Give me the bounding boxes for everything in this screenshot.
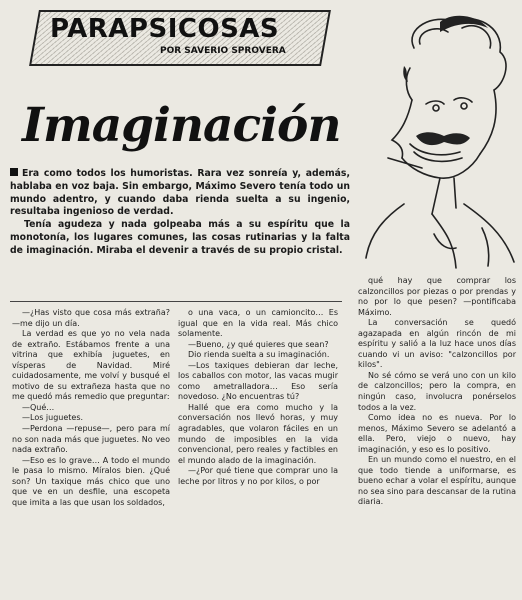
paragraph: No sé cómo se verá uno con un kilo de calzoncillos; pero la compra, en ningún caso, involucra ponérselos todos a la vez.: [358, 370, 516, 412]
paragraph: —Los taxiques debieran dar leche, los caballos con motor, las vacas mugir como ametralladora… Eso sería novedoso. ¿No encuentras tú?: [178, 360, 338, 402]
article-intro: [10, 168, 350, 258]
article-column-2: [178, 308, 338, 487]
paragraph: La verdad es que yo no vela nada de extraño. Estábamos frente a una vitrina que exhibía juguetes, en vísperas de Navidad. Miré cuidadosamente, me volví y busqué el motivo de su extrañeza hasta que no me quedó más remedio que preguntar:: [12, 329, 170, 402]
paragraph: La conversación se quedó agazapada en algún rincón de mi espíritu y salió a la luz hace unos días cuando vi un aviso: "calzoncillos por kilos".: [358, 318, 516, 370]
paragraph: qué hay que comprar los calzoncillos por piezas o por prendas y no por lo que pesen? —pontificaba Máximo.: [358, 276, 516, 317]
article-column-1: [12, 308, 170, 508]
paragraph: Como idea no es nueva. Por lo menos, Máximo Severo se adelantó a ella. Pero, viejo o nuevo, hay imaginación, y eso es lo positivo.: [358, 413, 516, 454]
article-column-3: [358, 276, 516, 508]
divider: [10, 301, 342, 302]
square-bullet: [10, 168, 18, 176]
headline: Imaginación: [22, 98, 341, 153]
paragraph: —Bueno, ¿y qué quieres que sean?: [188, 339, 329, 349]
paragraph: —Qué…: [22, 402, 55, 412]
caricature-illustration: [344, 8, 520, 276]
intro-text: Era como todos los humoristas. Rara vez sonreía y, además, hablaba en voz baja. Sin embargo, Máximo Severo tenía todo un mundo adentro, y cuando daba rienda suelta a su ingenio, resultaba ingenioso de verdad.: [10, 168, 350, 218]
paragraph: —¿Has visto que cosa más extraña? —me dijo un día.: [12, 308, 170, 328]
section-title: PARAPSICOSAS: [50, 14, 280, 44]
intro-paragraph: Tenía agudeza y nada golpeaba más a su espíritu que la monotonía, los lugares comunes, las cosas rutinarias y la falta de imaginación. Miraba el devenir a través de su propio cristal.: [10, 219, 350, 256]
paragraph: —¿Por qué tiene que comprar uno la leche por litros y no por kilos, o por: [178, 466, 338, 486]
paragraph: Hallé que era como mucho y la conversación nos llevó horas, y muy agradables, que volaron fáciles en un mundo de imposibles en la vida convencional, pero reales y factibles en el mundo alado de la imaginación.: [178, 402, 338, 465]
paragraph: En un mundo como el nuestro, en el que todo tiende a uniformarse, es bueno echar a volar el espíritu, aunque no sea sino para descansar de la rutina diaria.: [358, 455, 516, 507]
paragraph: Dio rienda suelta a su imaginación.: [188, 350, 330, 360]
paragraph: —Eso es lo grave… A todo el mundo le pasa lo mismo. Míralos bien. ¿Qué son? Un taxique más chico que uno que ve en un desfile, una escopeta que imita a las que usan los soldados,: [12, 455, 170, 507]
paragraph: —Perdona —repuse—, pero para mí no son nada más que juguetes. No veo nada extraño.: [12, 424, 170, 455]
byline: POR SAVERIO SPROVERA: [160, 46, 286, 56]
paragraph: —Los juguetes.: [22, 413, 84, 423]
paragraph: o una vaca, o un camioncito… Es igual que en la vida real. Más chico solamente.: [178, 308, 338, 339]
intro-paragraph: [10, 168, 350, 219]
